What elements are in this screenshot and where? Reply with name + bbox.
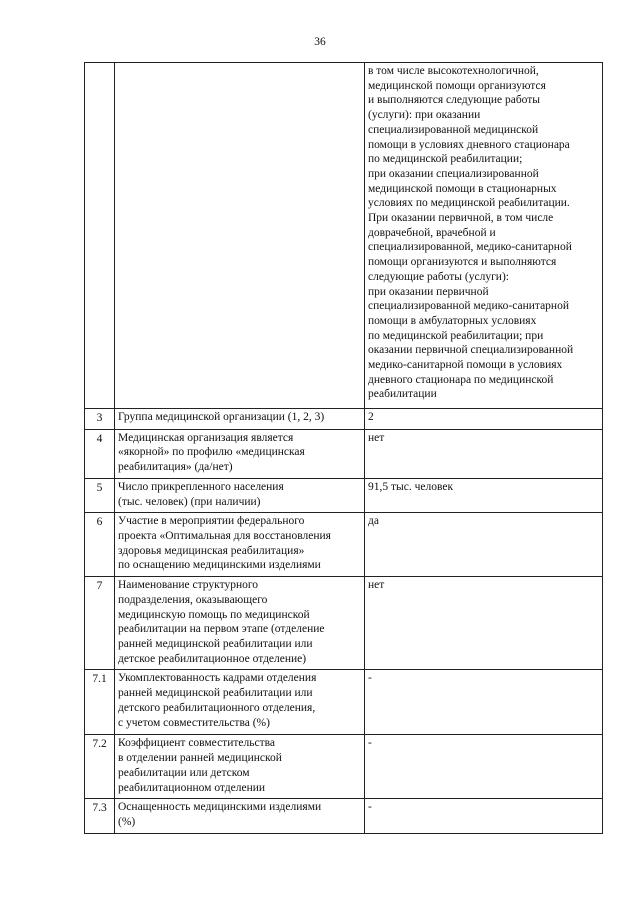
row-number: 7.2 [85, 735, 115, 799]
row-number: 3 [85, 409, 115, 430]
row-number: 7.1 [85, 670, 115, 735]
page-number: 36 [314, 36, 326, 48]
table-row [85, 429, 603, 478]
row-number: 7.3 [85, 799, 115, 834]
row-number: 5 [85, 478, 115, 512]
table-row [85, 63, 603, 409]
row-value: 91,5 тыс. человек [365, 478, 603, 512]
row-value: нет [365, 429, 603, 478]
row-label: Укомплектованность кадрами отделения ранней медицинской реабилитации или детского реабилитационного отделения, с учетом совместительства (%) [115, 670, 365, 735]
row-label: Наименование структурного подразделения, оказывающего медицинскую помощь по медицинской реабилитации на первом этапе (отделение ранней медицинской реабилитации или детское реабилитационное отделение) [115, 577, 365, 670]
row-value: - [365, 735, 603, 799]
table-row [85, 513, 603, 577]
row-label: Коэффициент совместительства в отделении ранней медицинской реабилитации или детском реабилитационном отделении [115, 735, 365, 799]
row-label: Группа медицинской организации (1, 2, 3) [115, 409, 365, 430]
row-number [85, 63, 115, 409]
row-number: 7 [85, 577, 115, 670]
table-row [85, 670, 603, 735]
row-value: 2 [365, 409, 603, 430]
row-value: да [365, 513, 603, 577]
table-row [85, 799, 603, 834]
table-row [85, 409, 603, 430]
row-label: Участие в мероприятии федерального проекта «Оптимальная для восстановления здоровья медицинская реабилитация» по оснащению медицинскими изделиями [115, 513, 365, 577]
table-row [85, 478, 603, 512]
row-number: 4 [85, 429, 115, 478]
row-value: в том числе высокотехнологичной, медицинской помощи организуются и выполняются следующие работы (услуги): при оказании специализированной медицинской помощи в условиях дневного стационара по медицинской реабилитации; при оказании специализированной медицинской помощи в стационарных условиях по медицинской реабилитации. При оказании первичной, в том числе доврачебной, врачебной и специализированной, медико-санитарной помощи организуются и выполняются следующие работы (услуги): при оказании первичной специализированной медико-санитарной помощи в амбулаторных условиях по медицинской реабилитации; при оказании первичной специализированной медико-санитарной помощи в условиях дневного стационара по медицинской реабилитации [365, 63, 603, 409]
row-label: Число прикрепленного населения (тыс. человек) (при наличии) [115, 478, 365, 512]
row-value: - [365, 670, 603, 735]
row-value: - [365, 799, 603, 834]
row-label: Медицинская организация является «якорной» по профилю «медицинская реабилитация» (да/нет) [115, 429, 365, 478]
row-number: 6 [85, 513, 115, 577]
table-row [85, 577, 603, 670]
row-value: нет [365, 577, 603, 670]
document-table [84, 62, 603, 834]
table-row [85, 735, 603, 799]
row-label [115, 63, 365, 409]
row-label: Оснащенность медицинскими изделиями (%) [115, 799, 365, 834]
